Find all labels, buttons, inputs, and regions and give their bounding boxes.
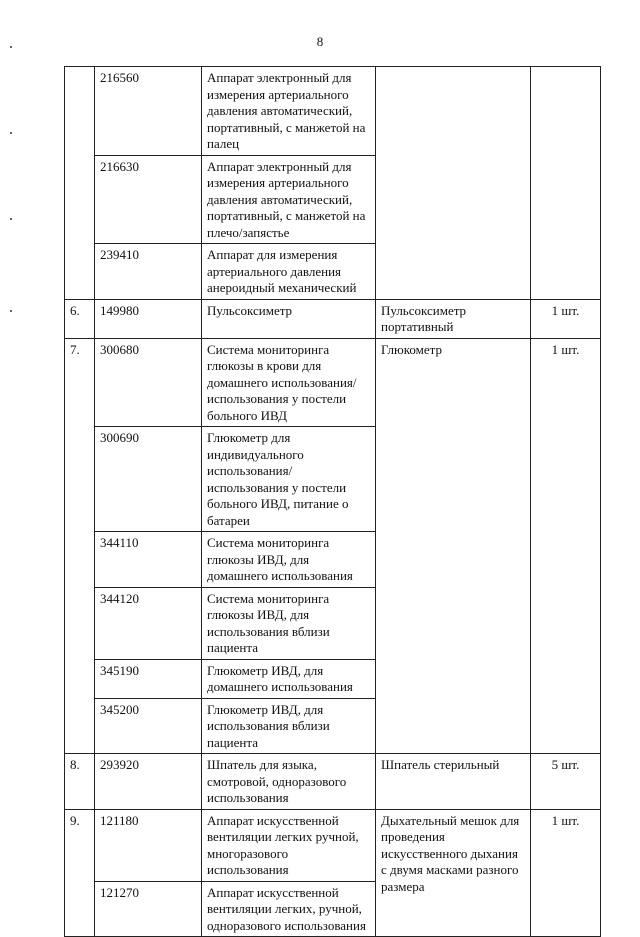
item-number-cell	[65, 67, 95, 300]
quantity-cell: 1 шт.	[531, 809, 601, 937]
name-cell: Система мониторинга глюкозы в крови для домашнего использования/ использования у постели больного ИВД	[202, 338, 376, 427]
code-cell: 293920	[95, 754, 202, 810]
table-row	[65, 338, 601, 427]
code-cell: 345200	[95, 698, 202, 754]
scan-speck	[10, 132, 12, 134]
table-row	[65, 754, 601, 810]
name-cell: Аппарат искусственной вентиляции легких ручной, многоразового использования	[202, 809, 376, 881]
item-number-cell: 7.	[65, 338, 95, 754]
equipment-table	[64, 66, 601, 937]
quantity-cell: 1 шт.	[531, 299, 601, 338]
requirement-cell: Шпатель стерильный	[376, 754, 531, 810]
name-cell: Система мониторинга глюкозы ИВД, для домашнего использования	[202, 532, 376, 588]
page-number: 8	[316, 34, 324, 49]
requirement-cell: Глюкометр	[376, 338, 531, 754]
code-cell: 216630	[95, 155, 202, 244]
item-number-cell: 9.	[65, 809, 95, 937]
quantity-cell: 1 шт.	[531, 338, 601, 754]
code-cell: 121180	[95, 809, 202, 881]
name-cell: Аппарат для измерения артериального давления анероидный механический	[202, 244, 376, 300]
code-cell: 149980	[95, 299, 202, 338]
code-cell: 216560	[95, 67, 202, 156]
code-cell: 344110	[95, 532, 202, 588]
item-number-cell: 8.	[65, 754, 95, 810]
name-cell: Аппарат электронный для измерения артериального давления автоматический, портативный, с манжетой на плечо/запястье	[202, 155, 376, 244]
name-cell: Пульсоксиметр	[202, 299, 376, 338]
item-number-cell: 6.	[65, 299, 95, 338]
scan-speck	[10, 218, 12, 220]
table-row	[65, 809, 601, 881]
name-cell: Шпатель для языка, смотровой, одноразового использования	[202, 754, 376, 810]
table-row	[65, 67, 601, 156]
code-cell: 239410	[95, 244, 202, 300]
scan-speck	[10, 310, 12, 312]
code-cell: 344120	[95, 587, 202, 659]
requirement-cell	[376, 67, 531, 300]
quantity-cell: 5 шт.	[531, 754, 601, 810]
requirement-cell: Пульсоксиметр портативный	[376, 299, 531, 338]
code-cell: 345190	[95, 659, 202, 698]
requirement-cell: Дыхательный мешок для проведения искусственного дыхания с двумя масками разного размера	[376, 809, 531, 937]
code-cell: 300690	[95, 427, 202, 532]
name-cell: Система мониторинга глюкозы ИВД, для использования вблизи пациента	[202, 587, 376, 659]
name-cell: Аппарат искусственной вентиляции легких, ручной, одноразового использования	[202, 881, 376, 937]
code-cell: 121270	[95, 881, 202, 937]
name-cell: Глюкометр для индивидуального использования/использования у постели больного ИВД, питание о батареи	[202, 427, 376, 532]
code-cell: 300680	[95, 338, 202, 427]
name-cell: Аппарат электронный для измерения артериального давления автоматический, портативный, с манжетой на палец	[202, 67, 376, 156]
quantity-cell	[531, 67, 601, 300]
table-row	[65, 299, 601, 338]
name-cell: Глюкометр ИВД, для домашнего использования	[202, 659, 376, 698]
name-cell: Глюкометр ИВД, для использования вблизи пациента	[202, 698, 376, 754]
